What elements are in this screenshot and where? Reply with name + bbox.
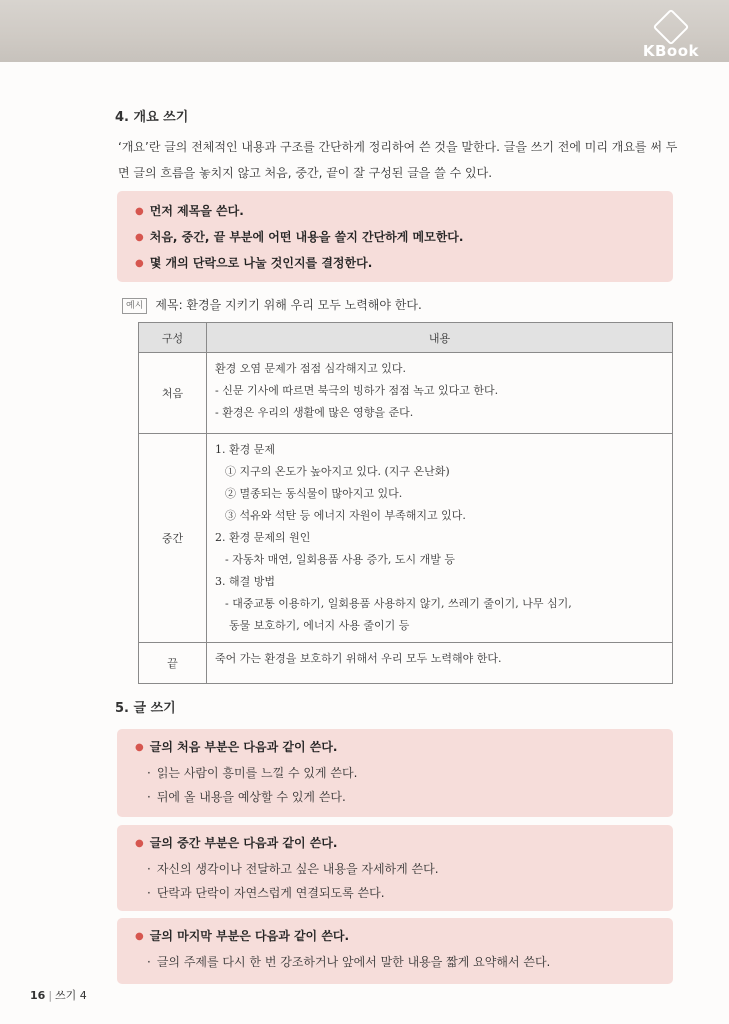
middle-dot-icon: · xyxy=(147,790,151,804)
row-label: 처음 xyxy=(139,353,207,434)
list-item: · 단락과 단락이 자연스럽게 연결되도록 쓴다. xyxy=(147,886,385,900)
middle-dot-icon: · xyxy=(147,862,151,876)
row-content: 죽어 가는 환경을 보호하기 위해서 우리 모두 노력해야 한다. xyxy=(207,643,673,684)
list-item: ● 글의 처음 부분은 다음과 같이 쓴다. xyxy=(135,740,338,754)
table-row xyxy=(139,434,673,643)
row-content: 1. 환경 문제 ① 지구의 온도가 높아지고 있다. (지구 온난화) ② 멸종되는 동식물이 많아지고 있다. ③ 석유와 석탄 등 에너지 자원이 부족해지고 있다. 2. 환경 문제의 원인 - 자동차 매연, 일회용품 사용 증가, 도시 개발 등 3. 해결 방법 - 대중교통 이용하기, 일회용품 사용하지 않기, 쓰레기 줄이기, 나무 심기, 동물 보호하기, 에너지 사용 줄이기 등 xyxy=(207,434,673,643)
list-item: · 읽는 사람이 흥미를 느낄 수 있게 쓴다. xyxy=(147,766,358,780)
outline-table xyxy=(138,322,673,684)
middle-dot-icon: · xyxy=(147,766,151,780)
bullet-dot-icon: ● xyxy=(135,931,144,942)
middle-tips-box xyxy=(117,825,673,911)
list-item: · 글의 주제를 다시 한 번 강조하거나 앞에서 말한 내용을 짧게 요약해서 쓴다. xyxy=(147,955,551,969)
example-title: 제목: 환경을 지키기 위해 우리 모두 노력해야 한다. xyxy=(155,298,422,312)
logo-text: KBook xyxy=(642,42,699,60)
row-content: 환경 오염 문제가 점점 심각해지고 있다. - 신문 기사에 따르면 북극의 빙하가 점점 녹고 있다고 한다. - 환경은 우리의 생활에 많은 영향을 준다. xyxy=(207,353,673,434)
page-number: 16 xyxy=(30,989,46,1002)
bullet-dot-icon: ● xyxy=(135,258,144,269)
bullet-dot-icon: ● xyxy=(135,206,144,217)
row-label: 끝 xyxy=(139,643,207,684)
list-item: · 자신의 생각이나 전달하고 싶은 내용을 자세하게 쓴다. xyxy=(147,862,439,876)
beginning-tips-box xyxy=(117,729,673,817)
row-label: 중간 xyxy=(139,434,207,643)
column-header-structure: 구성 xyxy=(139,323,207,353)
book-logo-icon xyxy=(653,9,690,46)
bullet-dot-icon: ● xyxy=(135,742,144,753)
list-item: ● 몇 개의 단락으로 나눌 것인지를 결정한다. xyxy=(135,256,373,270)
middle-dot-icon: · xyxy=(147,886,151,900)
column-header-content: 내용 xyxy=(207,323,673,353)
list-item: ● 먼저 제목을 쓴다. xyxy=(135,204,244,218)
list-item: ● 글의 중간 부분은 다음과 같이 쓴다. xyxy=(135,836,338,850)
list-item: ● 글의 마지막 부분은 다음과 같이 쓴다. xyxy=(135,929,350,943)
table-row xyxy=(139,643,673,684)
table-header-row xyxy=(139,323,673,353)
bullet-dot-icon: ● xyxy=(135,232,144,243)
bullet-dot-icon: ● xyxy=(135,838,144,849)
header-band xyxy=(0,0,729,62)
ending-tips-box xyxy=(117,918,673,984)
kbook-logo xyxy=(643,14,699,60)
section4-intro: ‘개요’란 글의 전체적인 내용과 구조를 간단하게 정리하여 쓴 것을 말한다. 글을 쓰기 전에 미리 개요를 써 두면 글의 흐름을 놓치지 않고 처음, 중간, 끝이 잘 구성된 글을 쓸 수 있다. xyxy=(118,140,678,180)
page-footer xyxy=(30,987,87,1003)
book-title: 쓰기 4 xyxy=(55,989,87,1002)
outline-tips-box xyxy=(117,191,673,282)
list-item: ● 처음, 중간, 끝 부분에 어떤 내용을 쓸지 간단하게 메모한다. xyxy=(135,230,464,244)
footer-divider: | xyxy=(48,989,53,1002)
example-tag: 예시 xyxy=(122,298,147,314)
section4-title: 4. 개요 쓰기 xyxy=(115,110,189,125)
list-item: · 뒤에 올 내용을 예상할 수 있게 쓴다. xyxy=(147,790,346,804)
table-row xyxy=(139,353,673,434)
middle-dot-icon: · xyxy=(147,955,151,969)
section5-title: 5. 글 쓰기 xyxy=(115,701,176,716)
example-line xyxy=(122,296,422,315)
